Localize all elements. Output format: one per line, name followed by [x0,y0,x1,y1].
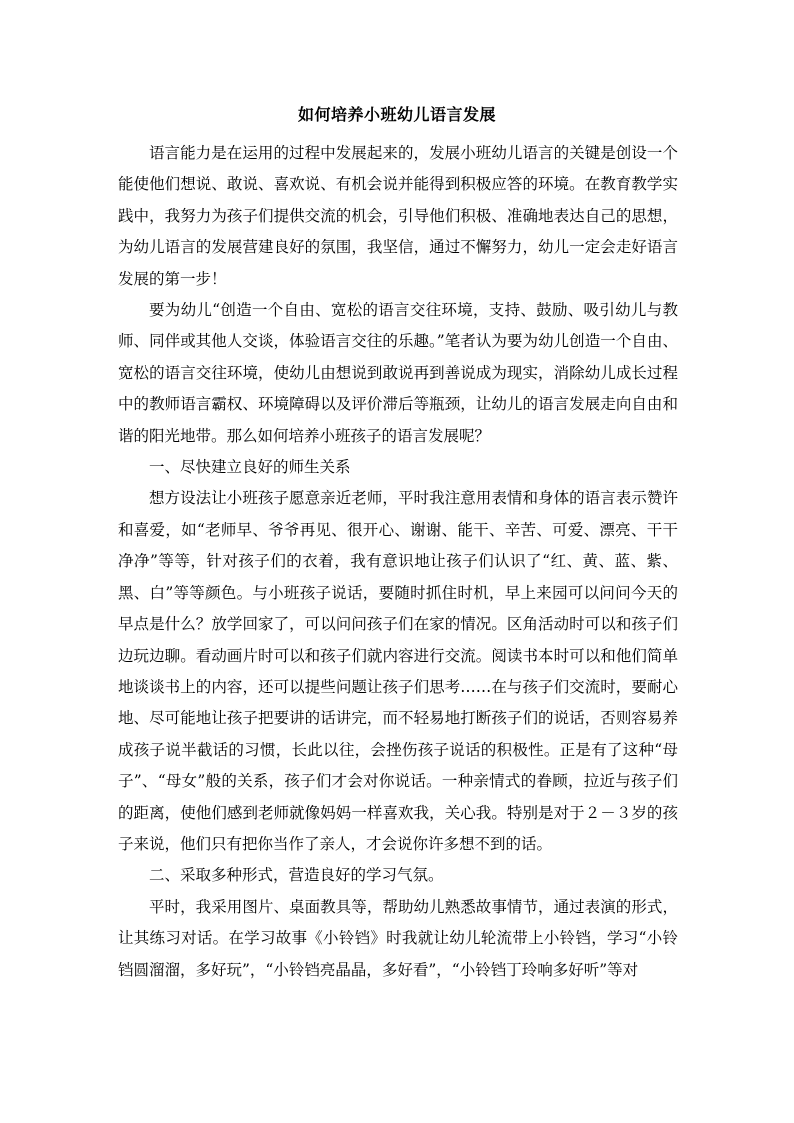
paragraph-teacher-relation: 想方设法让小班孩子愿意亲近老师，平时我注意用表情和身体的语言表示赞许和喜爱，如“老师早、爷爷再见、很开心、谢谢、能干、辛苦、可爱、漂亮、干干净净”等等，针对孩子们的衣着，我有意识地让孩子们认识了“红、黄、蓝、紫、黑、白”等等颜色。与小班孩子说话，要随时抓住时机，早上来园可以问问今天的早点是什么？放学回家了，可以问问孩子们在家的情况。区角活动时可以和孩子们边玩边聊。看动画片时可以和孩子们就内容进行交流。阅读书本时可以和他们简单地谈谈书上的内容，还可以提些问题让孩子们思考……在与孩子们交流时，要耐心地、尽可能地让孩子把要讲的话讲完，而不轻易地打断孩子们的说话，否则容易养成孩子说半截话的习惯，长此以往，会挫伤孩子说话的积极性。正是有了这种“母子”、“母女”般的关系，孩子们才会对你说话。一种亲情式的眷顾，拉近与孩子们的距离，使他们感到老师就像妈妈一样喜欢我，关心我。特别是对于２－３岁的孩子来说，他们只有把你当作了亲人，才会说你许多想不到的话。 [118,489,678,853]
section-heading-2: 二、采取多种形式，营造良好的学习气氛。 [149,866,444,885]
document-title: 如何培养小班幼儿语言发展 [297,105,496,124]
document-body [118,138,678,986]
paragraph-intro: 语言能力是在运用的过程中发展起来的，发展小班幼儿语言的关键是创设一个能使他们想说、敢说、喜欢说、有机会说并能得到积极应答的环境。在教育教学实践中，我努力为孩子们提供交流的机会，引导他们积极、准确地表达自己的思想，为幼儿语言的发展营建良好的氛围，我坚信，通过不懈努力，幼儿一定会走好语言发展的第一步！ [118,144,678,288]
paragraph-learning-forms: 平时，我采用图片、桌面教具等，帮助幼儿熟悉故事情节，通过表演的形式，让其练习对话。在学习故事《小铃铛》时我就让幼儿轮流带上小铃铛，学习“小铃铛圆溜溜，多好玩”，“小铃铛亮晶晶，多好看”，“小铃铛丁玲响多好听”等对 [118,897,678,979]
section-heading-1: 一、尽快建立良好的师生关系 [149,458,351,477]
paragraph-environment: 要为幼儿“创造一个自由、宽松的语言交往环境，支持、鼓励、吸引幼儿与教师、同伴或其他人交谈，体验语言交往的乐趣。”笔者认为要为幼儿创造一个自由、宽松的语言交往环境，使幼儿由想说到敢说再到善说成为现实，消除幼儿成长过程中的教师语言霸权、环境障碍以及评价滞后等瓶颈，让幼儿的语言发展走向自由和谐的阳光地带。那么如何培养小班孩子的语言发展呢？ [118,301,678,445]
